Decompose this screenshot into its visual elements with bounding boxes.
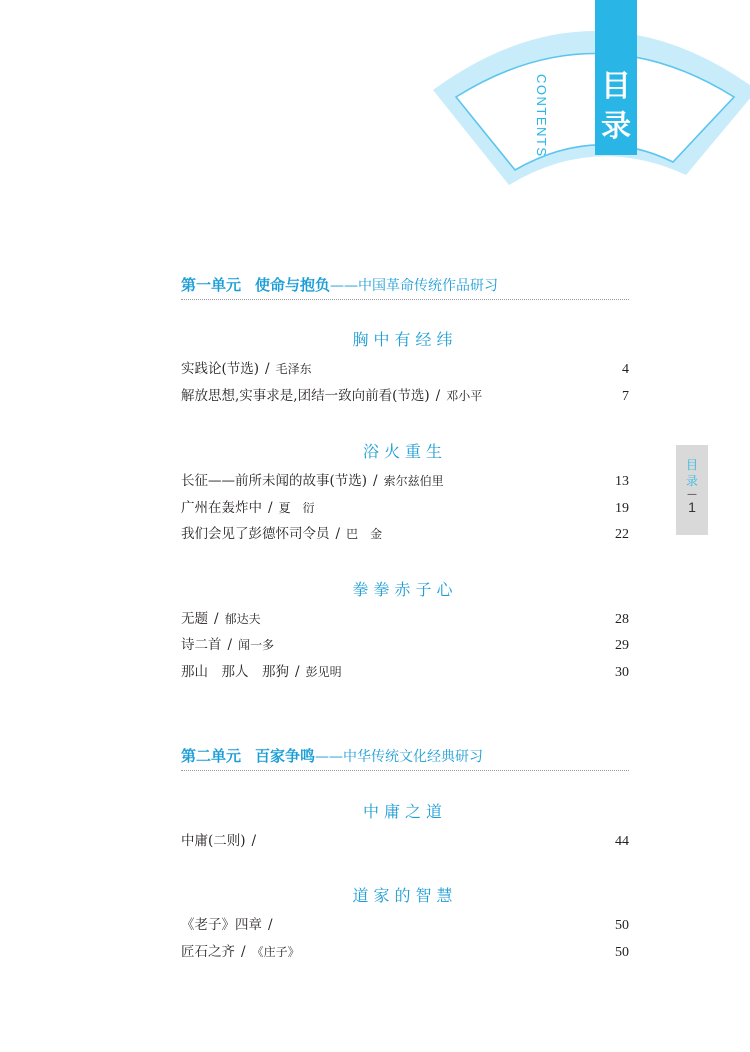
section-title: 胸中有经纬 [352, 330, 458, 349]
section-title: 浴火重生 [362, 442, 447, 461]
entry-title: 匠石之齐 [181, 944, 235, 960]
entry-author: 毛泽东 [275, 362, 312, 376]
entry-separator: / [214, 611, 219, 627]
entry-title: 中庸(二则) [181, 833, 246, 849]
toc-entry[interactable] [181, 357, 629, 377]
entry-author: 邓小平 [446, 389, 483, 403]
entry-separator: / [241, 944, 246, 960]
entry-page: 28 [615, 612, 629, 627]
entry-separator: / [265, 361, 270, 377]
entry-page: 19 [615, 501, 629, 516]
entry-author: 彭见明 [305, 665, 342, 679]
entry-separator: / [227, 637, 233, 653]
contents-label: CONTENTS [534, 74, 549, 158]
entry-separator: / [435, 388, 441, 404]
entry-page: 7 [622, 389, 629, 404]
entry-separator: / [295, 664, 300, 680]
toc-entry[interactable] [181, 660, 629, 680]
entry-separator: / [268, 917, 273, 933]
entry-page: 44 [615, 834, 629, 849]
unit-heading [181, 745, 629, 771]
side-tab-char-1: 目 [685, 458, 698, 472]
title-char-lu: 录 [601, 109, 631, 144]
toc-entry[interactable] [181, 913, 629, 933]
unit-subtitle: ——中华传统文化经典研习 [315, 749, 484, 765]
entry-separator: / [335, 526, 341, 542]
unit-number: 第二单元 [181, 747, 242, 765]
toc-entry[interactable] [181, 607, 629, 627]
toc-entry[interactable] [181, 522, 629, 542]
fan-decoration [0, 0, 750, 200]
unit-heading [181, 274, 629, 300]
contents-title-box [595, 0, 637, 155]
entry-title: 诗二首 [181, 637, 222, 653]
entry-page: 4 [622, 362, 629, 377]
entry-author: 巴 金 [346, 527, 383, 541]
unit-subtitle: ——中国革命传统作品研习 [330, 278, 499, 294]
entry-title: 实践论(节选) [181, 361, 260, 377]
unit-theme: 百家争鸣 [255, 747, 316, 765]
side-tab-char-2: 录 [685, 474, 698, 488]
section-title: 中庸之道 [362, 802, 447, 821]
section-title: 道家的智慧 [352, 886, 458, 905]
entry-separator: / [268, 500, 273, 516]
entry-author: 闻一多 [238, 638, 275, 652]
side-page-tab [676, 445, 708, 535]
entry-page: 50 [615, 918, 629, 933]
entry-page: 30 [615, 665, 629, 680]
entry-author: 郁达夫 [224, 612, 261, 626]
entry-title: 长征——前所未闻的故事(节选) [181, 473, 368, 489]
entry-page: 22 [615, 527, 629, 542]
toc-entry[interactable] [181, 469, 629, 489]
entry-page: 13 [615, 474, 629, 489]
entry-title: 我们会见了彭德怀司令员 [181, 526, 330, 542]
entry-author: 索尔兹伯里 [383, 474, 444, 488]
entry-title: 解放思想,实事求是,团结一致向前看(节选) [181, 388, 430, 404]
side-tab-dash: — [687, 489, 697, 500]
entry-title: 那山 那人 那狗 [181, 664, 289, 680]
toc-entry[interactable] [181, 496, 629, 516]
entry-page: 50 [615, 945, 629, 960]
toc-entry[interactable] [181, 384, 629, 404]
unit-number: 第一单元 [181, 276, 242, 294]
title-char-mu: 目 [601, 69, 631, 104]
toc-entry[interactable] [181, 829, 629, 849]
entry-separator: / [251, 833, 257, 849]
section-title: 拳拳赤子心 [352, 580, 458, 599]
entry-title: 《老子》四章 [181, 917, 262, 933]
entry-author: 《庄子》 [251, 945, 300, 959]
toc-entry[interactable] [181, 633, 629, 653]
entry-title: 无题 [181, 611, 208, 627]
entry-separator: / [373, 473, 378, 489]
toc-entry[interactable] [181, 940, 629, 960]
entry-title: 广州在轰炸中 [181, 500, 262, 516]
entry-page: 29 [615, 638, 629, 653]
unit-theme: 使命与抱负 [255, 276, 331, 294]
entry-author: 夏 衍 [278, 501, 315, 515]
side-tab-page-number: 1 [688, 499, 696, 515]
